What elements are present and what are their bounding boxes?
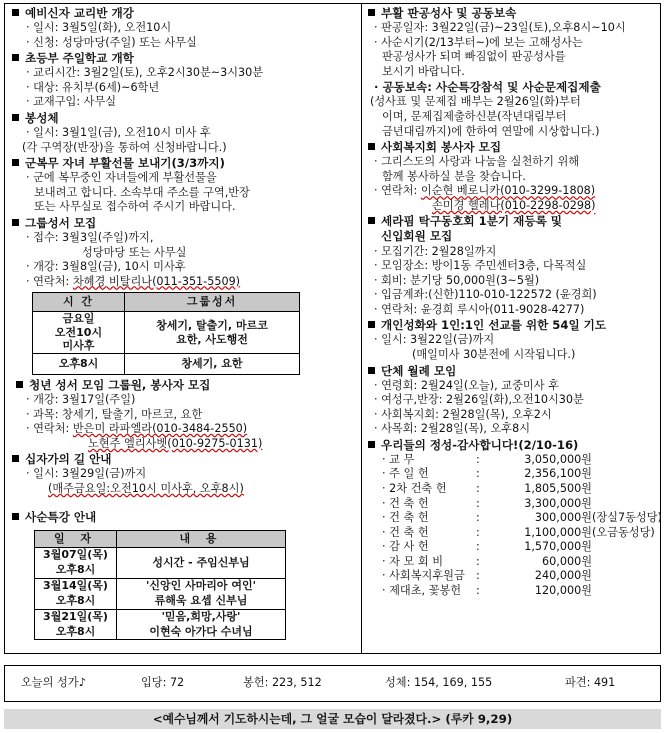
bullet-square-icon: [368, 143, 375, 150]
contact-label: · 연락처:: [26, 274, 73, 288]
info-line: (매일미사 30분전에 시작됩니다.): [412, 347, 576, 361]
offertory-hymn: 봉헌: 223, 512: [243, 676, 322, 690]
info-line: (성사표 및 문제집 배부는 2월26일(화)부터: [370, 95, 581, 109]
contact-value: 노현주 엘리사벳(010-9275-0131): [88, 436, 263, 450]
info-line: · 회비: 분기당 50,000원(3~5월): [374, 273, 540, 287]
table-row: [35, 609, 286, 640]
bullet-square-icon: [12, 513, 19, 520]
bullet-square-icon: [368, 9, 375, 16]
table-header: 그룹성서: [125, 293, 300, 312]
offering-label: · 감 사 헌: [382, 540, 429, 554]
column-divider: [361, 3, 362, 654]
bullet-square-icon: [12, 455, 19, 462]
offering-row: [368, 526, 658, 541]
lecture-date: 3월14일(목): [43, 579, 108, 593]
info-line: · 연령회: 2월24일(오늘), 교중미사 후: [374, 378, 559, 392]
section-title: [12, 378, 356, 393]
offerings-list: [368, 452, 662, 599]
offering-row: [368, 497, 658, 512]
info-line: · 사회복지회: 2월28일(목), 오후2시: [374, 407, 552, 421]
meetings-section: [368, 364, 658, 437]
info-line: · 여성구,반장: 2월26일(화),오전10시30분: [374, 393, 584, 407]
welfare-title: 사회복지회 봉사자 모집: [381, 140, 502, 155]
bullet-square-icon: [12, 159, 19, 166]
info-line: 보시기 바랍니다.: [382, 64, 465, 78]
offering-label: · 주 일 헌: [382, 467, 429, 481]
info-line: · 그리스도의 사랑과 나눔을 실천하기 위해: [374, 155, 580, 169]
offering-colon: :: [476, 511, 480, 525]
offering-label: · 건 축 헌: [382, 525, 429, 539]
meetings-title: 단체 월례 모임: [381, 363, 457, 378]
info-line: · 신청: 성당마당(주일) 또는 사무실: [26, 35, 197, 49]
table-header: 시 간: [33, 293, 125, 312]
pingpong-title: 세라핌 탁구동호회 1분기 재등록 및: [381, 214, 563, 229]
info-line: · 모임장소: 방이1동 주민센터3층, 다목적실: [374, 259, 587, 273]
offering-colon: :: [476, 540, 480, 554]
dismissal-hymn: 파견: 491: [565, 676, 616, 690]
bullet-square-icon: [368, 367, 375, 374]
youth-bible-section: [12, 378, 356, 451]
bullet-square-icon: [12, 9, 19, 16]
offerings-title: 우리들의 정성-감사합니다!(2/10-16): [381, 437, 579, 452]
lecture-time: 오후8시: [55, 593, 96, 607]
info-line: · 일시: 3월22일(금)까지: [374, 333, 495, 347]
offering-row: [368, 555, 658, 570]
offering-note: [592, 555, 662, 570]
contact-value: 이순현 베로니카(010-3299-1808): [420, 184, 596, 198]
right-column: [368, 6, 662, 600]
offering-colon: :: [476, 467, 480, 481]
info-line: · 판공일자: 3월22일(금)~23일(토),오후8시~10시: [374, 21, 626, 35]
easter-confession-title: 부활 판공성사 및 공동보속: [381, 6, 517, 20]
anointing-section: [12, 111, 356, 155]
info-line: · 대상: 유치부(6세)~6학년: [26, 80, 160, 94]
table-cell: [35, 609, 117, 640]
offering-row: [368, 467, 658, 482]
table-cell: 성시간 - 주임신부님: [117, 548, 286, 579]
contact-label: · 연락처:: [374, 184, 421, 198]
offerings-section: [368, 437, 662, 599]
info-line: · 교재구입: 사무실: [26, 95, 117, 109]
offering-colon: :: [476, 569, 480, 583]
info-line: · 개강: 3월17일(주일): [26, 393, 136, 406]
offering-row: [368, 540, 658, 555]
info-line: [12, 422, 356, 437]
bible-group-table: [32, 292, 300, 375]
info-line: · 연락처: 윤경희 루시아(011-9028-4277): [374, 302, 585, 316]
info-line: · 군에 복무중인 자녀들에게 부활선물을: [26, 171, 217, 185]
offering-colon: :: [476, 482, 480, 495]
offering-row: [368, 569, 658, 584]
bullet-square-icon: [368, 217, 375, 224]
offering-note: [592, 453, 662, 468]
soldiers-title: 군복무 자녀 부활선물 보내기(3/3까지): [25, 156, 225, 171]
section-title: [12, 111, 356, 126]
lecture-time: 오후8시: [55, 624, 96, 638]
info-line: · 접수: 3월3일(주일)까지,: [26, 230, 154, 244]
lent-lecture-table: [34, 530, 286, 641]
anointing-title: 봉성체: [25, 110, 59, 125]
info-line: 보내려고 합니다. 소속부대 주소를 구역,반장: [34, 185, 250, 199]
info-line: · 일시: 3월29일(금)까지: [26, 467, 147, 481]
offering-amount: 120,000원: [534, 583, 592, 597]
sunday-school-section: [12, 51, 356, 110]
section-title: [12, 510, 356, 525]
offering-amount: 3,300,000원: [524, 496, 592, 510]
mission-section: [368, 318, 658, 362]
table-row: [35, 579, 286, 610]
info-line: · 교리시간: 3월2일(토), 오후2시30분~3시30분: [26, 66, 264, 80]
communion-hymn: 성체: 154, 169, 155: [385, 676, 493, 690]
offering-row: [368, 584, 658, 599]
bullet-square-icon: [368, 441, 375, 448]
stations-note: (매주금요일:오전10시 미사후, 오후8시): [48, 481, 244, 495]
offering-amount: 1,100,000원: [524, 525, 592, 539]
section-title: [12, 452, 356, 467]
offering-label: · 건 축 헌: [382, 496, 429, 510]
lent-lecture-section: [12, 510, 356, 640]
offering-row: [368, 482, 658, 497]
offering-amount: 2,356,100원: [524, 467, 592, 481]
bible-group-section: [12, 216, 356, 375]
penance-section: [368, 80, 658, 139]
lecture-date: 3월07일(목): [43, 548, 108, 562]
offering-amount: 240,000원: [534, 569, 592, 583]
offering-label: · 2차 건축 헌: [382, 482, 447, 495]
bullet-square-icon: [16, 381, 23, 388]
sunday-school-title: 초등부 주일학교 개학: [25, 51, 134, 66]
lecture-date: 3월21일(목): [43, 609, 108, 623]
table-cell: [35, 579, 117, 610]
offering-label: · 사회복지후원금: [382, 569, 465, 583]
entrance-hymn: 입당: 72: [141, 676, 185, 690]
info-line: 함께 봉사하실 분을 찾습니다.: [382, 169, 526, 183]
info-line: 성당마당 또는 사무실: [82, 245, 187, 259]
info-line: 금년대림까지)에 한하여 연말에 시상합니다.): [382, 124, 600, 138]
soldiers-section: [12, 156, 356, 215]
info-line: [368, 184, 658, 199]
bullet-square-icon: [12, 54, 19, 61]
bullet-square-icon: [368, 321, 375, 328]
welfare-section: [368, 140, 658, 213]
bullet-square-icon: [12, 219, 19, 226]
left-column: [12, 6, 356, 641]
hymn-label: 오늘의 성가♪: [21, 676, 86, 690]
offering-note: (장실7동성당): [592, 511, 662, 525]
offering-row: [368, 511, 662, 526]
pingpong-section: [368, 214, 658, 317]
offering-label: · 교 무: [382, 452, 415, 466]
lecture-topic: '믿음,희망,사랑': [161, 609, 241, 623]
info-line: · 과목: 창세기, 탈출기, 마르코, 요한: [26, 407, 203, 421]
youth-bible-title: 청년 성서 모임 그룹원, 봉사자 모집: [29, 377, 211, 392]
section-title: [368, 364, 658, 379]
offering-note: [592, 540, 662, 555]
section-title: [368, 214, 658, 229]
section-title: [12, 6, 356, 21]
table-row: [35, 548, 286, 579]
stations-section: [12, 452, 356, 496]
contact-value: 반은미 라파엘라(010-3484-2550): [72, 422, 248, 436]
table-cell: 창세기, 요한: [125, 354, 300, 375]
section-title: [368, 318, 658, 333]
info-line: 판공성사가 되며 빠짐없이 판공성사를: [382, 50, 566, 64]
contact-value: 차혜경 비탈리나(011-351-5509): [72, 274, 241, 288]
section-title: [368, 6, 658, 21]
info-line: [12, 482, 356, 497]
info-line: · 일시: 3월5일(화), 오전10시: [26, 21, 172, 35]
bible-group-title: 그룹성서 모집: [25, 215, 97, 230]
section-title: [12, 216, 356, 231]
offering-colon: :: [476, 452, 480, 466]
info-line: 또는 사무실로 접수하여 주시기 바랍니다.: [34, 200, 236, 214]
lecture-speaker: 류해욱 요셉 신부님: [154, 593, 248, 607]
info-line: · 사목회: 2월28일(목), 오후8시: [374, 422, 531, 436]
offering-note: [592, 497, 662, 512]
table-cell: [35, 548, 117, 579]
catechumen-section: [12, 6, 356, 50]
scripture-verse: <예수님께서 기도하시는데, 그 얼굴 모습이 달라졌다.> (루카 9,29): [4, 709, 661, 729]
contact-value: 손미경 헬레나(010-2298-0298): [432, 198, 596, 212]
offering-colon: :: [476, 496, 480, 510]
info-line: · 모집기간: 2월28일까지: [374, 244, 497, 258]
hymn-footer: [4, 665, 661, 702]
lecture-topic: '신앙인 사마리아 여인': [145, 579, 257, 593]
offering-note: [592, 569, 662, 584]
offering-label: · 자 모 회 비: [382, 554, 444, 568]
offering-colon: :: [476, 554, 480, 568]
offering-amount: 3,050,000원: [524, 452, 592, 466]
info-line: · 사순시기(2/13부터~)에 보는 고해성사는: [374, 35, 583, 49]
stations-title: 십자가의 길 안내: [25, 452, 112, 467]
lent-lecture-title: 사순특강 안내: [25, 510, 97, 525]
offering-colon: :: [476, 583, 480, 597]
table-header: 내 용: [117, 530, 286, 548]
info-line: [368, 199, 658, 214]
mission-title: 개인성화와 1인:1인 선교를 위한 54일 기도: [381, 318, 607, 333]
lecture-speaker: 이현숙 아가다 수녀님: [149, 624, 253, 638]
offering-colon: :: [476, 525, 480, 539]
table-cell: 창세기, 탈출기, 마르코 요한, 사도행전: [125, 311, 300, 353]
info-line: (각 구역장(반장)을 통하여 신청바랍니다.): [22, 140, 227, 154]
info-line: · 입금계좌:(신한)110-010-122572 (윤경희): [374, 288, 597, 302]
table-row: [33, 311, 300, 353]
section-title: [368, 438, 658, 453]
lecture-time: 오후8시: [55, 563, 96, 577]
offering-note: [592, 482, 662, 497]
section-title: · 공동보속: 사순특강참석 및 사순문제집제출: [374, 80, 601, 95]
info-line: · 일시: 3월1일(금), 오전10시 미사 후: [26, 126, 211, 139]
table-cell: [117, 609, 286, 640]
table-cell: 오후8시: [33, 354, 125, 375]
offering-row: [368, 453, 658, 468]
table-cell: [117, 579, 286, 610]
offering-note: [592, 584, 662, 599]
section-title: [368, 140, 658, 155]
offering-note: [592, 467, 662, 482]
section-subtitle: 신입회원 모집: [381, 229, 453, 244]
section-title: [12, 156, 356, 171]
offering-label: · 건 축 헌: [382, 511, 429, 525]
info-line: 이며, 문제집제출하신분(작년대림부터: [382, 109, 567, 123]
info-line: · 개강: 3월8일(금), 10시 미사후: [26, 260, 186, 274]
table-header: 일 자: [35, 530, 117, 548]
catechumen-title: 예비신자 교리반 개강: [25, 6, 134, 20]
offering-amount: 60,000원: [542, 554, 592, 568]
info-line: [12, 275, 356, 290]
table-row: [33, 354, 300, 375]
info-line: [12, 437, 356, 452]
offering-note: (오금동성당): [592, 525, 655, 539]
bullet-square-icon: [12, 114, 19, 121]
contact-label: · 연락처:: [26, 422, 73, 436]
offering-amount: 300,000원: [534, 511, 592, 525]
easter-confession-section: [368, 6, 658, 79]
offering-amount: 1,570,000원: [524, 540, 592, 554]
offering-label: · 제대초, 꽃봉헌: [382, 583, 462, 597]
section-title: [12, 51, 356, 66]
offering-amount: 1,805,500원: [524, 482, 592, 495]
table-cell: 금요일 오전10시 미사후: [33, 311, 125, 353]
